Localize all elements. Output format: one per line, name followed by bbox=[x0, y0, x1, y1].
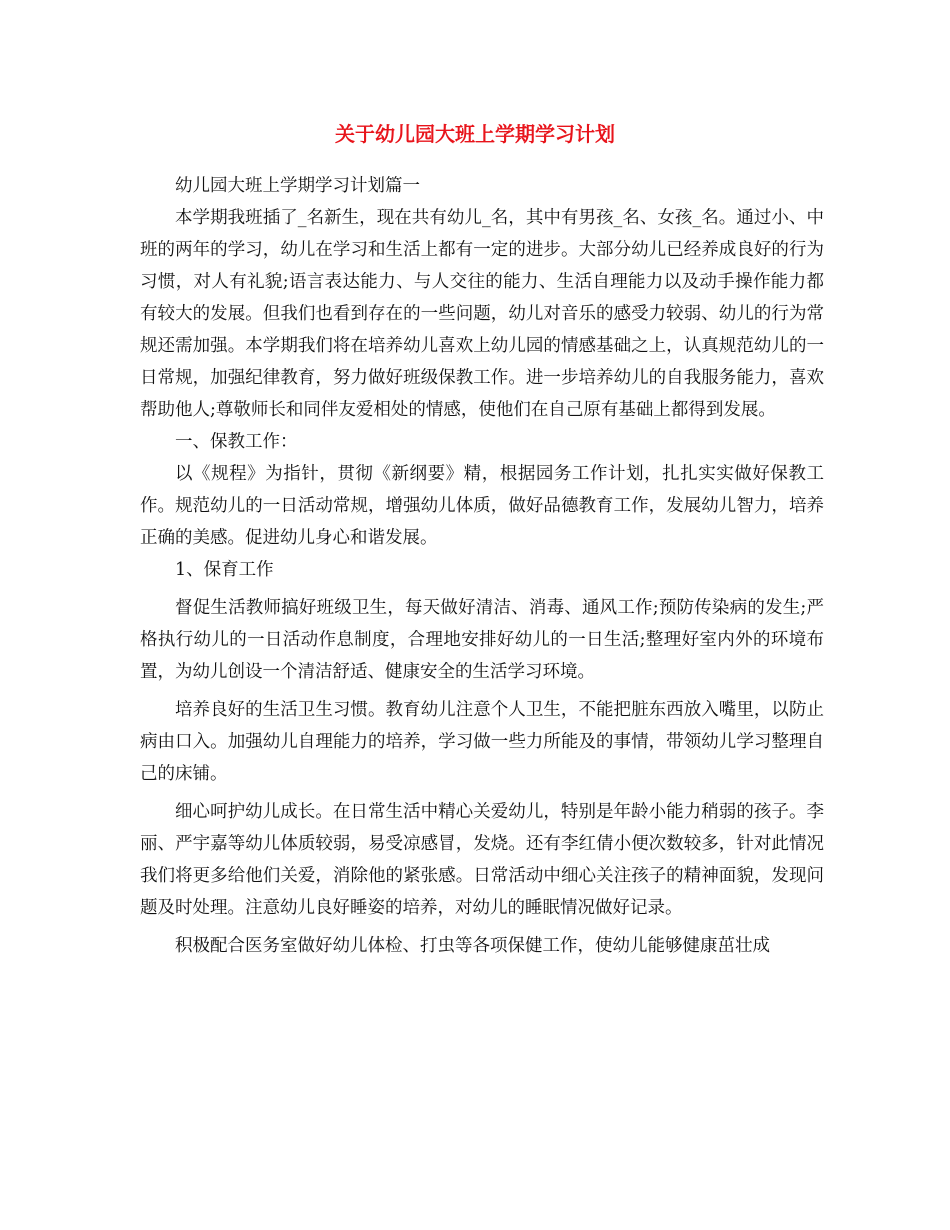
section-heading-part-one: 幼儿园大班上学期学习计划篇一 bbox=[175, 176, 420, 196]
nursing-paragraph-care: 细心呵护幼儿成长。在日常生活中精心关爱幼儿，特别是年龄小能力稍弱的孩子。李丽、严宇嘉等幼儿体质较弱，易受凉感冒，发烧。还有李红倩小便次数较多，针对此情况我们将更多给他们关爱，消除他的紧张感。日常活动中细心关注孩子的精神面貌，发现问题及时处理。注意幼儿良好睡姿的培养，对幼儿的睡眠情况做好记录。 bbox=[140, 802, 824, 918]
document-title: 关于幼儿园大班上学期学习计划 bbox=[335, 122, 615, 146]
nursing-paragraph-health: 积极配合医务室做好幼儿体检、打虫等各项保健工作，使幼儿能够健康茁壮成 bbox=[175, 936, 770, 956]
care-education-paragraph: 以《规程》为指针，贯彻《新纲要》精，根据园务工作计划，扎扎实实做好保教工作。规范幼儿的一日活动常规，增强幼儿体质，做好品德教育工作，发展幼儿智力，培养正确的美感。促进幼儿身心和谐发展。 bbox=[140, 464, 824, 548]
intro-paragraph: 本学期我班插了_名新生，现在共有幼儿_名，其中有男孩_名、女孩_名。通过小、中班的两年的学习，幼儿在学习和生活上都有一定的进步。大部分幼儿已经养成良好的行为习惯，对人有礼貌;语言表达能力、与人交往的能力、生活自理能力以及动手操作能力都有较大的发展。但我们也看到存在的一些问题，幼儿对音乐的感受力较弱、幼儿的行为常规还需加强。本学期我们将在培养幼儿喜欢上幼儿园的情感基础之上，认真规范幼儿的一日常规，加强纪律教育，努力做好班级保教工作。进一步培养幼儿的自我服务能力，喜欢帮助他人;尊敬师长和同伴友爱相处的情感，使他们在自己原有基础上都得到发展。 bbox=[140, 208, 824, 420]
section-heading-care-education: 一、保教工作： bbox=[175, 432, 298, 452]
document-body bbox=[140, 170, 824, 962]
subheading-nursing-work: 1、保育工作 bbox=[175, 560, 274, 580]
nursing-paragraph-habits: 培养良好的生活卫生习惯。教育幼儿注意个人卫生，不能把脏东西放入嘴里，以防止病由口入。加强幼儿自理能力的培养，学习做一些力所能及的事情，带领幼儿学习整理自己的床铺。 bbox=[140, 700, 824, 784]
nursing-paragraph-hygiene: 督促生活教师搞好班级卫生，每天做好清洁、消毒、通风工作;预防传染病的发生;严格执行幼儿的一日活动作息制度，合理地安排好幼儿的一日生活;整理好室内外的环境布置，为幼儿创设一个清洁舒适、健康安全的生活学习环境。 bbox=[140, 598, 824, 682]
